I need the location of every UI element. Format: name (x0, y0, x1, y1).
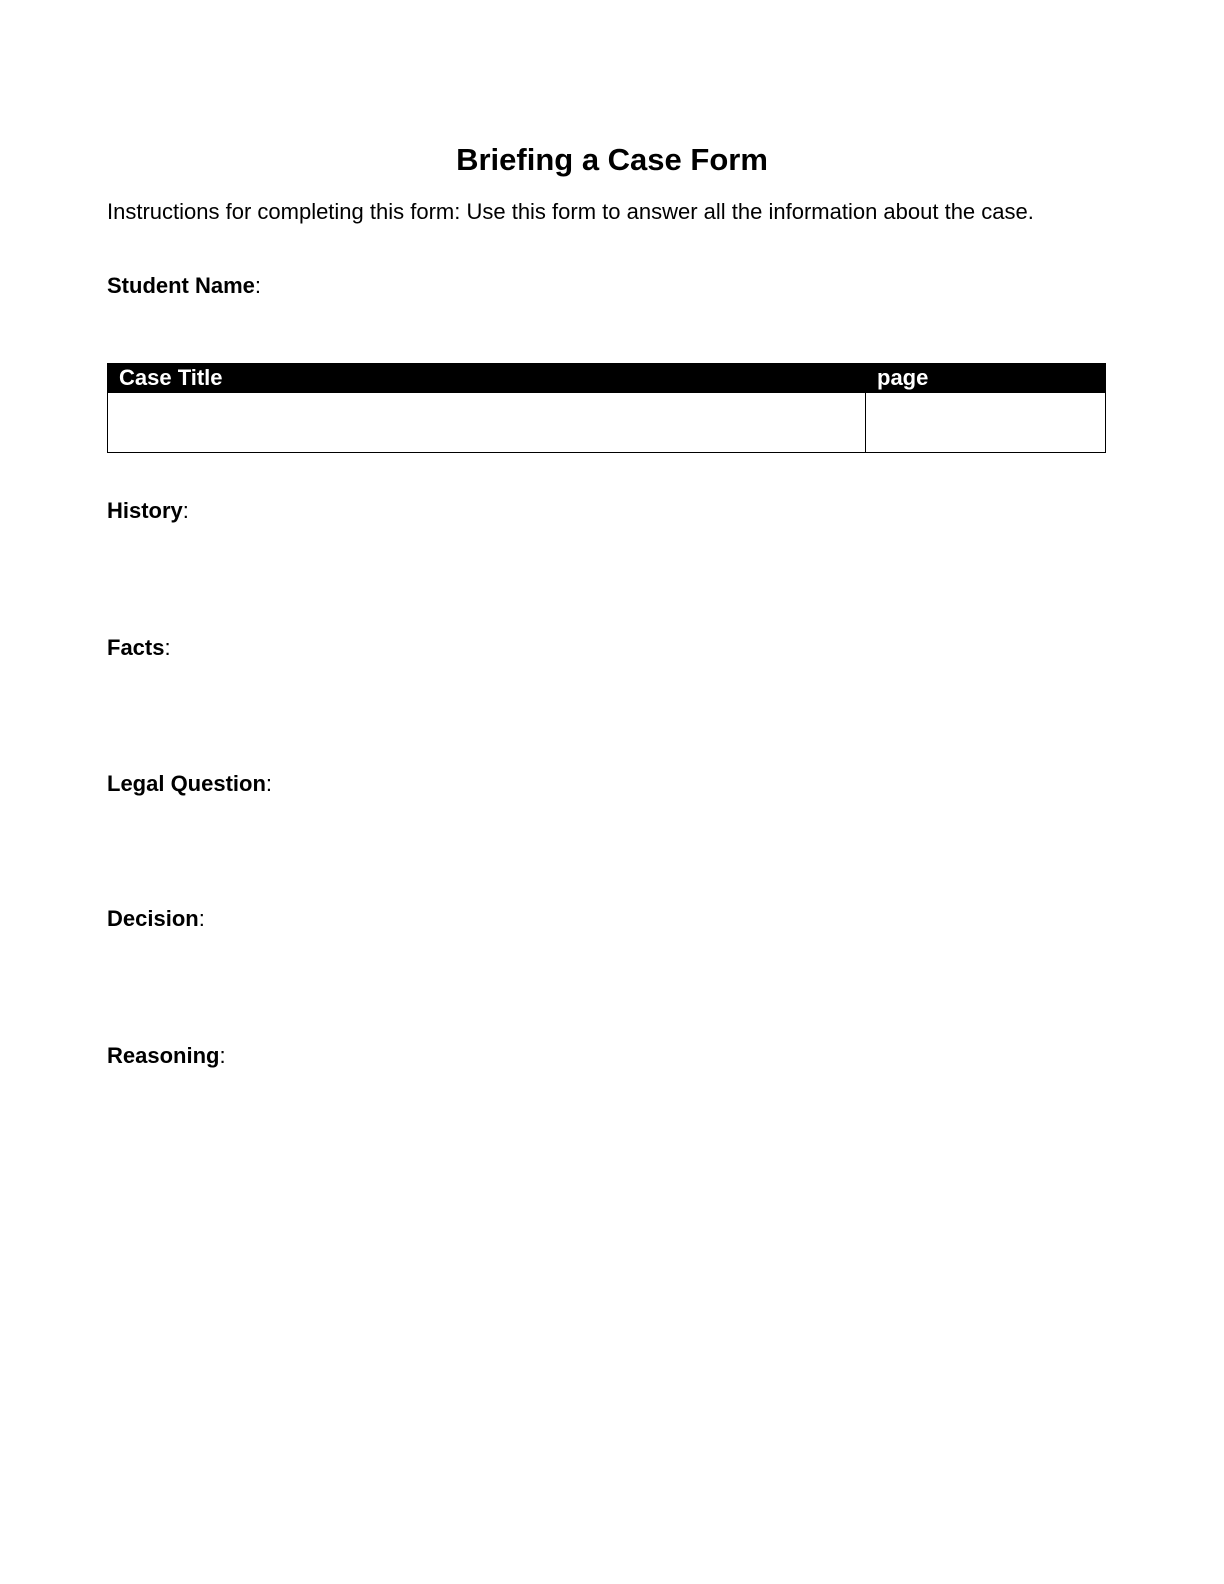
history-label-text: History (107, 498, 183, 523)
label-colon: : (198, 906, 205, 931)
legal-question-label-text: Legal Question (107, 771, 266, 796)
reasoning-label-text: Reasoning (107, 1043, 220, 1068)
label-colon: : (265, 771, 273, 796)
case-title-header: Case Title (108, 364, 866, 393)
page-header: page (866, 364, 1106, 393)
label-colon: : (219, 1043, 226, 1068)
case-title-cell[interactable] (108, 393, 866, 453)
history-label (107, 497, 189, 525)
student-name-label (107, 272, 261, 300)
label-colon: : (182, 498, 189, 523)
legal-question-label (107, 770, 272, 798)
student-name-label-text: Student Name (107, 273, 255, 298)
decision-label (107, 905, 205, 933)
reasoning-label (107, 1042, 226, 1070)
page-cell[interactable] (866, 393, 1106, 453)
label-colon: : (164, 635, 171, 660)
label-colon: : (254, 273, 262, 298)
page-title: Briefing a Case Form (456, 142, 768, 177)
case-title-table (107, 363, 1106, 453)
facts-label-text: Facts (107, 635, 165, 660)
facts-label (107, 634, 171, 662)
decision-label-text: Decision (107, 906, 199, 931)
instructions-text: Instructions for completing this form: Use this form to answer all the information about the case. (107, 199, 1034, 224)
